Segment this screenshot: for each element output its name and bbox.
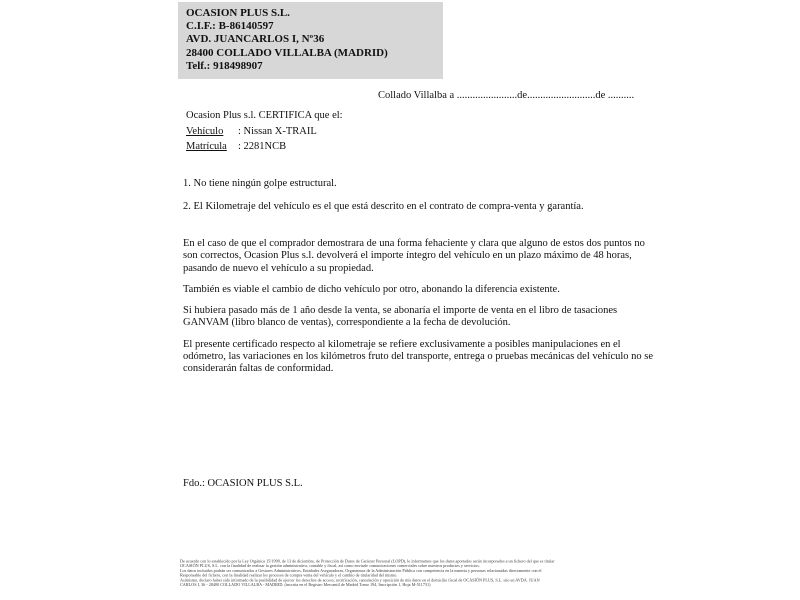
paragraph-refund: En el caso de que el comprador demostrara de una forma fehaciente y clara que alguno de estos dos puntos no son correctos, Ocasion Plus s.l. devolverá el importe íntegro del vehículo en un plazo máximo de 48 horas, pasando de nuevo el vehículo a su propiedad.: [183, 238, 645, 274]
body-paragraphs: [183, 238, 656, 385]
legal-line-3: Los datos incluidos podrán ser comunicados a Gestores Administrativos, Entidades Aseguradoras, Organismos de la Administración Pública con competencia en la materia y personas relacionadas directamente con el: [180, 568, 542, 573]
legal-footer-text: [180, 559, 660, 587]
company-letterhead: [178, 2, 443, 79]
vehicle-value: : Nissan X-TRAIL: [238, 125, 317, 137]
company-cif: C.I.F.: B-86140597: [186, 20, 274, 33]
company-city: 28400 COLLADO VILLALBA (MADRID): [186, 46, 388, 59]
legal-line-4: Responsable del fichero, con la finalidad realizar los procesos de compra venta del vehículo y el cambio de titularidad del mismo.: [180, 573, 398, 578]
company-name: OCASION PLUS S.L.: [186, 7, 290, 19]
certification-block: [186, 108, 343, 155]
legal-line-5: Asimismo, declaro haber sido informado de la posibilidad de ejercer los derechos de acceso, rectificación, cancelación y oposición de mis datos en el domicilio fiscal de OCASIÓN PLUS, S.L. sito en AVDA. JUAN: [180, 577, 540, 583]
paragraph-exchange: También es viable el cambio de dicho vehículo por otro, abonando la diferencia existente.: [183, 283, 560, 295]
legal-line-6: CARLOS I, 36 - 28400 COLLADO VILLALBA - MADRID. (inscrita en el Registro Mercantil de Madrid Tomo 194, Inscripción 1, Hoja M-511731): [180, 582, 431, 588]
vehicle-row: [186, 124, 343, 140]
company-phone: Telf.: 918498907: [186, 59, 263, 72]
paragraph-ganvam: Si hubiera pasado más de 1 año desde la venta, se abonaría el importe de venta en el libro de tasaciones GANVAM (libro blanco de ventas), correspondiente a la fecha de devolución.: [183, 305, 618, 329]
plate-value: : 2281NCB: [238, 141, 287, 152]
legal-line-2: OCASIÓN PLUS, S.L. con la finalidad de realizar la gestión administrativa, contable y fiscal, así como enviarle comunicaciones comerciales sobre nuestros productos y servicios.: [180, 563, 480, 569]
paragraph-odometer: El presente certificado respecto al kilometraje se refiere exclusivamente a posibles manipulaciones en el odómetro, las variaciones en los kilómetros fruto del transporte, entrega o pruebas mecánicas del vehículo no se considerarán faltas de conformidad.: [183, 338, 654, 375]
company-address: AVD. JUANCARLOS I, Nº36: [186, 33, 325, 46]
certification-intro: Ocasion Plus s.l. CERTIFICA que el:: [186, 110, 343, 121]
plate-label: Matrícula: [186, 141, 227, 152]
date-line: Collado Villalba a .......................de..........................de ..........: [378, 90, 635, 101]
legal-line-1: De acuerdo con lo establecido por la Ley Orgánica 15/1999, de 13 de diciembre, de Protección de Datos de Carácter Personal (LOPD), le informamos que los datos aportados serán incorporados a un fichero del que es titular: [180, 559, 555, 564]
certified-points: [183, 178, 658, 213]
point-2: 2. El Kilometraje del vehículo es el que está descrito en el contrato de compra-venta y garantía.: [183, 200, 584, 212]
plate-row: [186, 139, 343, 155]
signature-line: Fdo.: OCASION PLUS S.L.: [183, 478, 303, 489]
point-1: 1. No tiene ningún golpe estructural.: [183, 178, 337, 189]
vehicle-label: Vehículo: [186, 125, 224, 137]
legal-footer: [180, 559, 660, 599]
